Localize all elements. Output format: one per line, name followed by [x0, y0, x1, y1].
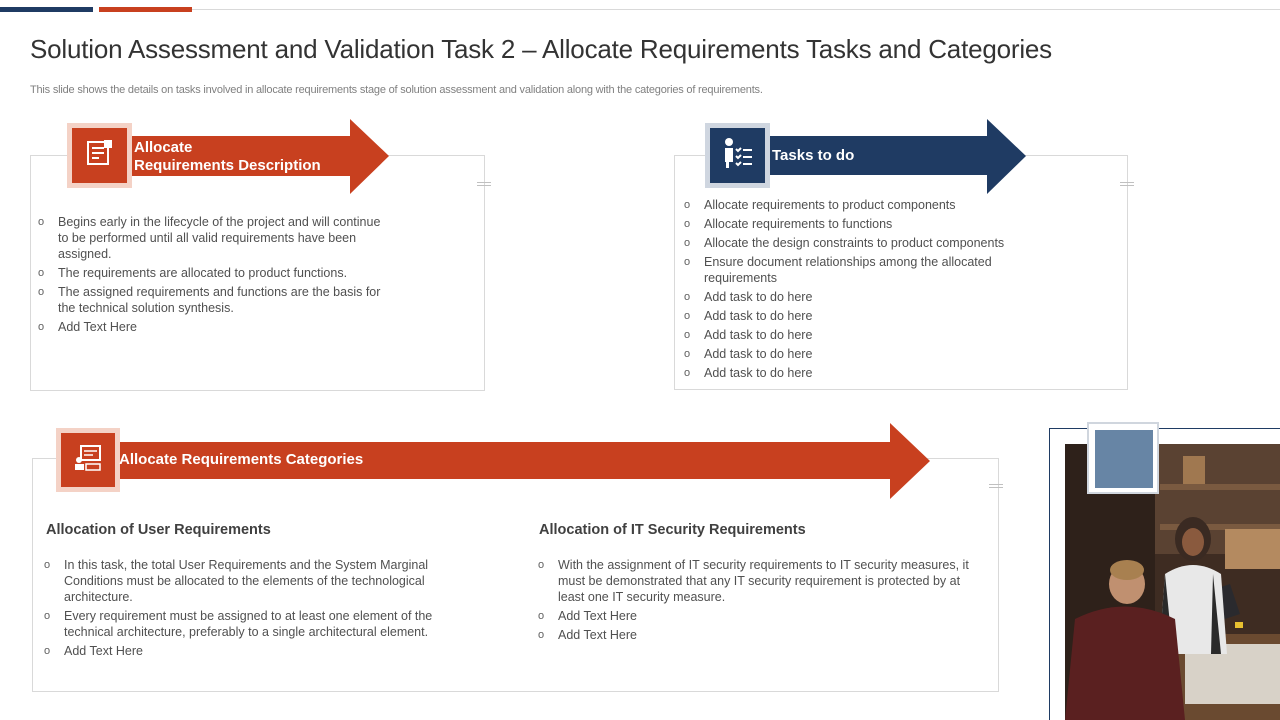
presentation-board-icon — [73, 443, 103, 478]
tasks-bullet-list — [684, 197, 1029, 384]
security-requirements-bullet-list — [538, 557, 978, 646]
list-item: o In this task, the total User Requirements and the System Marginal Conditions must be allocated to the elements of the technological architecture. — [44, 557, 464, 605]
categories-card-tick — [989, 484, 1003, 485]
list-item: o With the assignment of IT security requirements to IT security measures, it must be demonstrated that any IT security requirement is protected by at least one IT security measure. — [538, 557, 978, 605]
list-item: o Add Text Here — [44, 643, 464, 659]
description-icon-box — [67, 123, 132, 188]
user-requirements-bullet-list — [44, 557, 464, 662]
checklist-person-icon — [721, 136, 755, 175]
tasks-arrow-label: Tasks to do — [772, 147, 855, 164]
list-item: o Add task to do here — [684, 289, 1029, 305]
description-arrow-label: Allocate Requirements Description — [134, 139, 321, 174]
list-item: o Add task to do here — [684, 346, 1029, 362]
tasks-card-tick — [1120, 182, 1134, 183]
user-requirements-heading: Allocation of User Requirements — [46, 522, 271, 538]
page-title: Solution Assessment and Validation Task 2 – Allocate Requirements Tasks and Categories — [30, 34, 1052, 64]
security-requirements-heading: Allocation of IT Security Requirements — [539, 522, 806, 538]
list-item: o The assigned requirements and functions are the basis for the technical solution synthesis. — [38, 284, 383, 316]
list-item: o Every requirement must be assigned to at least one element of the technical architecture, preferably to a single architectural element. — [44, 608, 464, 640]
list-item: o Ensure document relationships among the allocated requirements — [684, 254, 1029, 286]
requirements-document-icon — [85, 138, 115, 173]
categories-arrow-label: Allocate Requirements Categories — [119, 451, 364, 468]
list-item: o Begins early in the lifecycle of the project and will continue to be performed until all valid requirements have been assigned. — [38, 214, 383, 262]
list-item: o Add task to do here — [684, 327, 1029, 343]
categories-icon-box — [56, 428, 120, 492]
list-item: o Add Text Here — [538, 608, 978, 624]
description-bullet-list — [38, 214, 383, 338]
list-item: o Allocate requirements to functions — [684, 216, 1029, 232]
list-item: o Add Text Here — [38, 319, 383, 335]
list-item: o Add task to do here — [684, 308, 1029, 324]
list-item: o Allocate the design constraints to product components — [684, 235, 1029, 251]
list-item: o Allocate requirements to product components — [684, 197, 1029, 213]
top-accent-bar-red — [99, 7, 192, 12]
list-item: o Add task to do here — [684, 365, 1029, 381]
tasks-icon-box — [705, 123, 770, 188]
top-divider-line — [192, 9, 1280, 10]
page-subtitle: This slide shows the details on tasks involved in allocate requirements stage of solution assessment and validation along with the categories of requirements. — [30, 84, 763, 96]
top-accent-bar-navy — [0, 7, 93, 12]
description-card-tick — [477, 182, 491, 183]
list-item: o Add Text Here — [538, 627, 978, 643]
photo-accent-square — [1095, 430, 1153, 488]
list-item: o The requirements are allocated to product functions. — [38, 265, 383, 281]
